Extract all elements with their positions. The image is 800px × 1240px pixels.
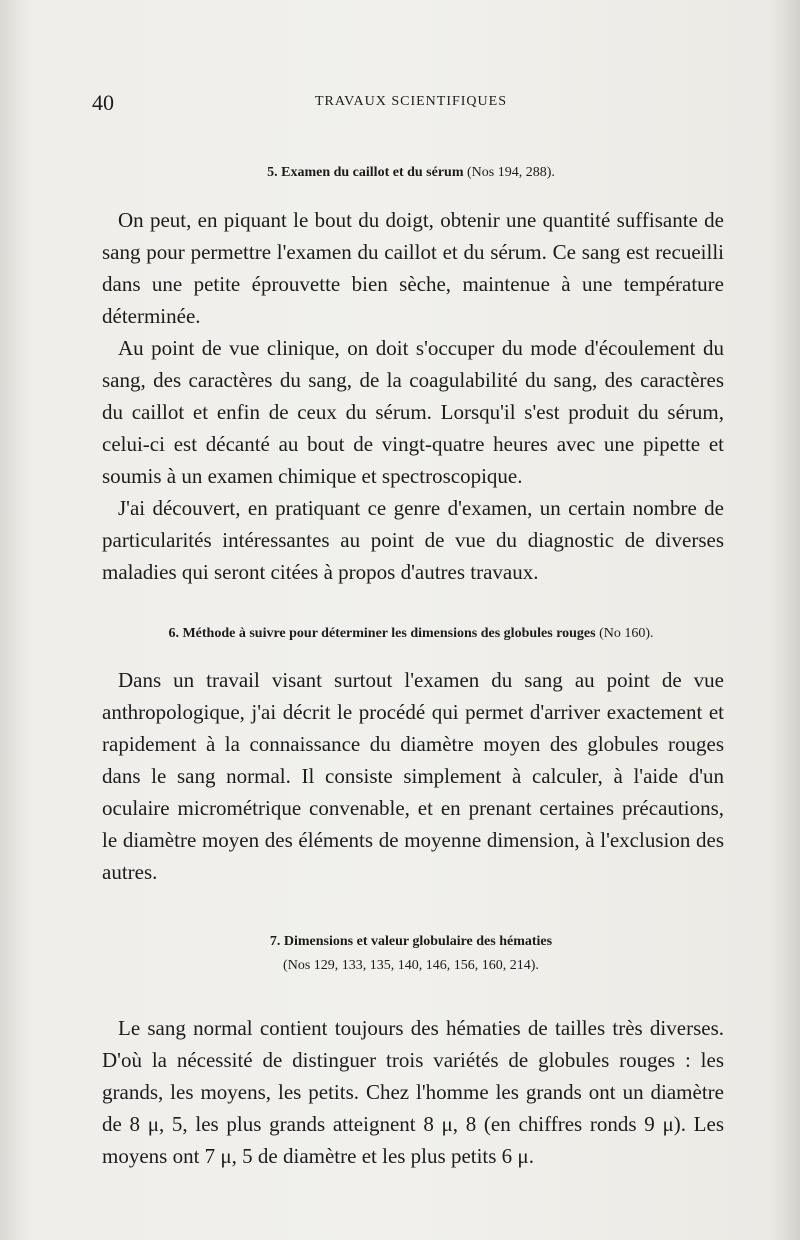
section-6-refs: (No 160).	[599, 626, 654, 641]
section-6-heading	[92, 626, 730, 642]
section-5-refs: (Nos 194, 288).	[467, 165, 555, 180]
section-5-paragraph-3: J'ai découvert, en pratiquant ce genre d'examen, un certain nombre de particularités intéressantes au point de vue du diagnostic de diverses maladies qui seront citées à propos d'autres travaux.	[102, 496, 724, 584]
section-5-heading	[92, 165, 730, 181]
section-6-paragraph-1: Dans un travail visant surtout l'examen du sang au point de vue anthropologique, j'ai décrit le procédé qui permet d'arriver exactement et rapidement à la connaissance du diamètre moyen des globules rouges dans le sang normal. Il consiste simplement à calculer, à l'aide d'un oculaire micrométrique convenable, et en prenant certaines précautions, le diamètre moyen des éléments de moyenne dimension, à l'exclusion des autres.	[102, 668, 724, 884]
section-6-title: 6. Méthode à suivre pour déterminer les dimensions des globules rouges	[168, 626, 596, 641]
section-7-paragraph-1: Le sang normal contient toujours des hématies de tailles très diverses. D'où la nécessité de distinguer trois variétés de globules rouges : les grands, les moyens, les petits. Chez l'homme les grands ont un diamètre de 8 μ, 5, les plus grands atteignent 8 μ, 8 (en chiffres ronds 9 μ). Les moyens ont 7 μ, 5 de diamètre et les plus petits 6 μ.	[102, 1016, 724, 1168]
section-5-paragraph-1: On peut, en piquant le bout du doigt, obtenir une quantité suffisante de sang pour permettre l'examen du caillot et du sérum. Ce sang est recueilli dans une petite éprouvette bien sèche, maintenue à une température déterminée.	[102, 208, 724, 328]
section-5-title: 5. Examen du caillot et du sérum	[267, 165, 464, 180]
section-5-paragraph-2: Au point de vue clinique, on doit s'occuper du mode d'écoulement du sang, des caractères du sang, de la coagulabilité du sang, des caractères du caillot et enfin de ceux du sérum. Lorsqu'il s'est produit du sérum, celui-ci est décanté au bout de vingt-quatre heures avec une pipette et soumis à un examen chimique et spectroscopique.	[102, 336, 724, 488]
page-header	[92, 90, 730, 120]
section-7-refs: (Nos 129, 133, 135, 140, 146, 156, 160, 214).	[283, 958, 539, 973]
section-7-heading	[92, 934, 730, 950]
page-number: 40	[92, 90, 114, 115]
section-7-title: 7. Dimensions et valeur globulaire des hématies	[269, 934, 553, 949]
running-title: TRAVAUX SCIENTIFIQUES	[314, 94, 507, 109]
